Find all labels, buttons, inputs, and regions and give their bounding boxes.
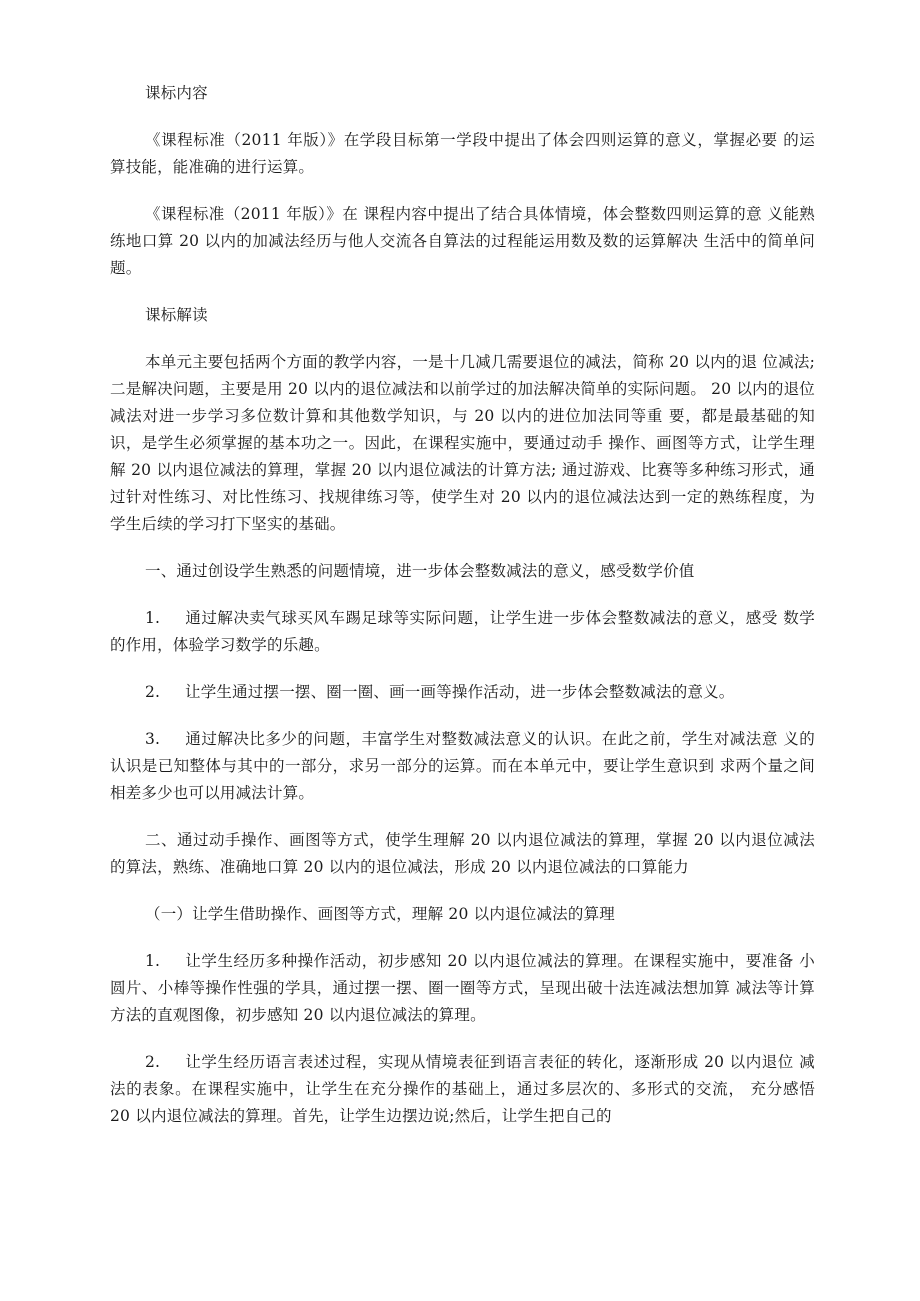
paragraph-standard-goals: 《课程标准（2011 年版）》在学段目标第一学段中提出了体会四则运算的意义，掌握必要 的运算技能，能准确的进行运算。 [110,131,815,176]
list-item [110,679,815,706]
list-item-text: 通过解决卖气球买风车踢足球等实际问题，让学生进一步体会整数减法的意义，感受 数学的作用，体验学习数学的乐趣。 [110,609,815,654]
list-item [110,948,815,1029]
list-item-text: 让学生经历多种操作活动，初步感知 20 以内退位减法的算理。在课程实施中，要准备 小圆片、小棒等操作性强的学具，通过摆一摆、圈一圈等方式，呈现出破十法连减法想加算 减法等计算方法的直观图像，初步感知 20 以内退位减法的算理。 [110,952,815,1024]
list-item-number: 2. [145,1053,161,1071]
list-item [110,605,815,659]
paragraph-subsection-one-title: （一）让学生借助操作、画图等方式，理解 20 以内退位减法的算理 [145,905,615,923]
list-item [110,1049,815,1130]
document-body [110,80,815,1150]
list-item-number: 3. [145,730,161,748]
paragraph-unit-overview: 本单元主要包括两个方面的教学内容，一是十几减几需要退位的减法，简称 20 以内的退 位减法;二是解决问题，主要是用 20 以内的退位减法和以前学过的加法解决简单的实际问题。 20 以内的退位减法对进一步学习多位数计算和其他数学知识，与 20 以内的进位加法同等重 要，都是最基础的知识，是学生必须掌握的基本功之一。因此，在课程实施中，要通过动手 操作、画图等方式，让学生理解 20 以内退位减法的算理，掌握 20 以内退位减法的计算方法; 通过游戏、比赛等多种练习形式，通过针对性练习、对比性练习、找规律练习等，使学生对 20 以内的退位减法达到一定的熟练程度，为学生后续的学习打下坚实的基础。 [110,353,815,533]
list-item-number: 1. [145,952,161,970]
list-item-text: 让学生经历语言表述过程，实现从情境表征到语言表征的转化，逐渐形成 20 以内退位 减法的表象。在课程实施中，让学生在充分操作的基础上，通过多层次的、多形式的交流， 充分感悟 20 以内退位减法的算理。首先，让学生边摆边说;然后，让学生把自己的 [110,1053,815,1125]
section-heading-standard-content: 课标内容 [145,84,208,102]
section-heading-standard-interpretation: 课标解读 [145,306,208,324]
paragraph-standard-content: 《课程标准（2011 年版）》在 课程内容中提出了结合具体情境，体会整数四则运算的意 义能熟练地口算 20 以内的加减法经历与他人交流各自算法的过程能运用数及数的运算解决 生活中的简单问题。 [110,205,815,277]
list-item-text: 让学生通过摆一摆、圈一圈、画一画等操作活动，进一步体会整数减法的意义。 [185,683,735,701]
list-item [110,726,815,807]
list-item-number: 1. [145,609,161,627]
paragraph-part-two-title: 二、通过动手操作、画图等方式，使学生理解 20 以内退位减法的算理，掌握 20 以内退位减法的算法，熟练、准确地口算 20 以内的退位减法，形成 20 以内退位减法的口算能力 [110,831,815,876]
list-item-text: 通过解决比多少的问题，丰富学生对整数减法意义的认识。在此之前，学生对减法意 义的认识是已知整体与其中的一部分，求另一部分的运算。而在本单元中，要让学生意识到 求两个量之间相差多少也可以用减法计算。 [110,730,815,802]
list-item-number: 2. [145,683,161,701]
paragraph-part-one-title: 一、通过创设学生熟悉的问题情境，进一步体会整数减法的意义，感受数学价值 [145,562,695,580]
